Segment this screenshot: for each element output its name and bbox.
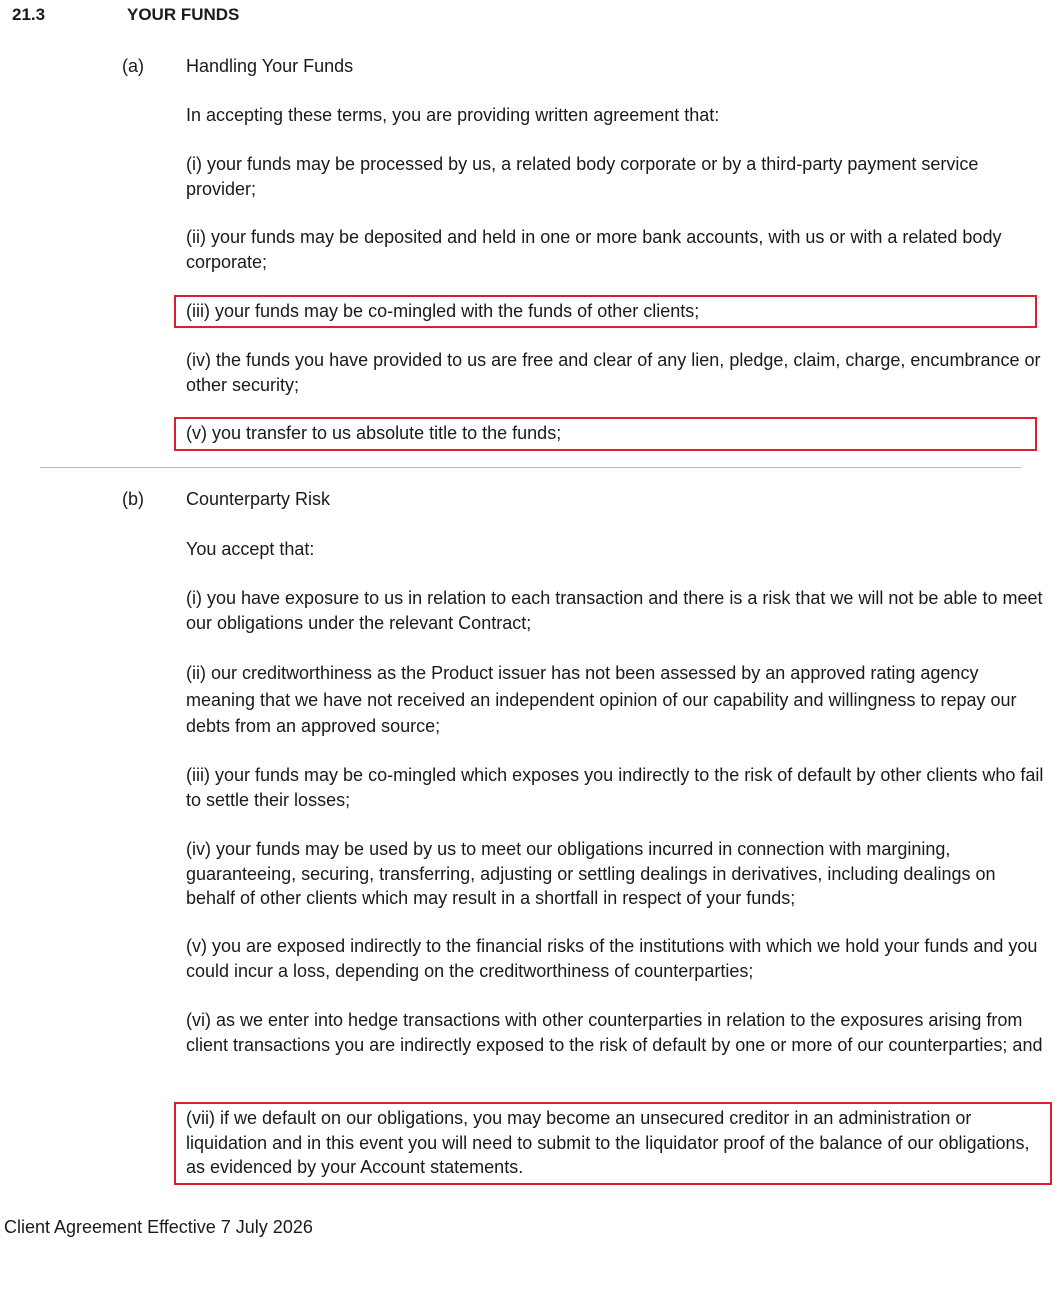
- part-b-item-iii: (iii) your funds may be co-mingled which exposes you indirectly to the risk of default by other clients who fail to settle their losses;: [186, 765, 1044, 810]
- part-b-item-vii: (vii) if we default on our obligations, you may become an unsecured creditor in an administration or liquidation and in this event you will need to submit to the liquidator proof of the balance of our obligations, as evidenced by your Account statements.: [186, 1108, 1030, 1177]
- part-a-intro: In accepting these terms, you are providing written agreement that:: [186, 105, 720, 125]
- section-divider: [40, 467, 1021, 468]
- part-a-letter: (a): [122, 56, 144, 76]
- part-a-item-iv: (iv) the funds you have provided to us are free and clear of any lien, pledge, claim, charge, encumbrance or other security;: [186, 350, 1041, 395]
- section-number: 21.3: [12, 5, 46, 24]
- part-b-intro: You accept that:: [186, 539, 315, 559]
- part-a-item-ii: (ii) your funds may be deposited and held in one or more bank accounts, with us or with a related body corporate;: [186, 227, 1002, 272]
- section-title: YOUR FUNDS: [127, 5, 240, 24]
- part-b-item-i: (i) you have exposure to us in relation to each transaction and there is a risk that we will not be able to meet our obligations under the relevant Contract;: [186, 588, 1043, 633]
- part-a-item-v: (v) you transfer to us absolute title to the funds;: [186, 423, 562, 443]
- part-a-item-iii: (iii) your funds may be co-mingled with the funds of other clients;: [186, 301, 700, 321]
- part-b-item-vi: (vi) as we enter into hedge transactions with other counterparties in relation to the exposures arising from client transactions you are indirectly exposed to the risk of default by one or more of our counterparties; and: [186, 1010, 1043, 1055]
- part-b-letter: (b): [122, 489, 144, 509]
- part-b-item-v: (v) you are exposed indirectly to the financial risks of the institutions with which we hold your funds and you could incur a loss, depending on the creditworthiness of counterparties;: [186, 936, 1038, 981]
- part-a-item-i: (i) your funds may be processed by us, a related body corporate or by a third-party payment service provider;: [186, 154, 979, 199]
- part-b-item-ii: (ii) our creditworthiness as the Product issuer has not been assessed by an approved rating agency meaning that we have not received an independent opinion of our capability and willingness to repay our debts from an approved source;: [186, 663, 1017, 736]
- part-b-title: Counterparty Risk: [186, 489, 331, 509]
- part-b-item-iv: (iv) your funds may be used by us to meet our obligations incurred in connection with margining, guaranteeing, securing, transferring, adjusting or settling dealings in derivatives, including dealings on behalf of other clients which may result in a shortfall in respect of your funds;: [186, 839, 996, 908]
- footer-text: Client Agreement Effective 7 July 2026: [4, 1217, 313, 1237]
- part-a-title: Handling Your Funds: [186, 56, 354, 76]
